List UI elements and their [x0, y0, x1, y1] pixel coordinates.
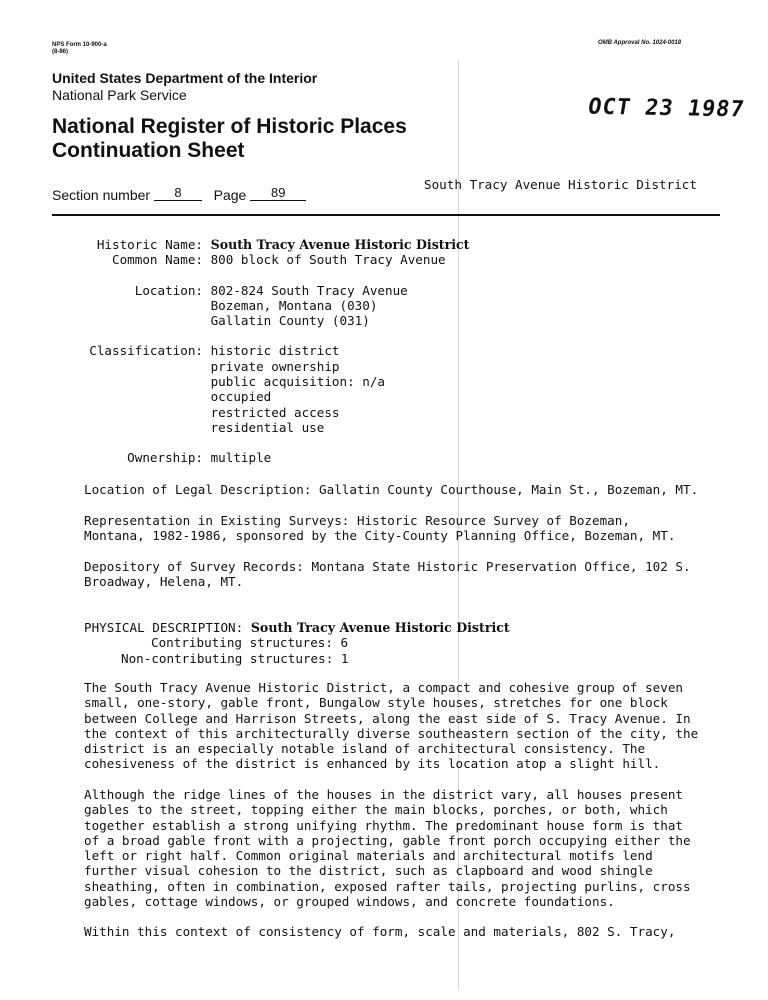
date-stamp: OCT 23 1987 [586, 94, 747, 123]
header-fields [84, 237, 704, 466]
common-name-row: Common Name: 800 block of South Tracy Avenue [112, 252, 446, 268]
title-line-2: Continuation Sheet [52, 139, 245, 162]
noncontributing-count: Non-contributing structures: 1 [121, 650, 349, 666]
agency-block [52, 70, 317, 104]
section-line [52, 186, 306, 203]
physical-description-header [84, 620, 510, 666]
paragraph-1: The South Tracy Avenue Historic District, a compact and cohesive group of seven small, one-story, gable front, Bungalow style houses, stretches for one block between College and Harrison Streets, along the east side of S. Tracy Avenue. In the context of this architecturally diverse southeastern section of the city, the district is an especially notable island of architectural consistency. The cohesiveness of the district is enhanced by its location atop a slight hill. [84, 680, 699, 772]
title-line-1: National Register of Historic Places [52, 115, 407, 138]
omb-approval: OMB Approval No. 1024-0018 [598, 40, 682, 46]
ownership-value: multiple [210, 450, 272, 466]
historic-name-value: South Tracy Avenue Historic District [210, 237, 470, 252]
classification-lines: historic district private ownership public acquisition: n/a occupied restricted access residential use [210, 343, 385, 435]
page-label: Page [213, 187, 247, 203]
page-title [52, 115, 407, 163]
department-name: United States Department of the Interior [52, 70, 318, 86]
physical-description-value: South Tracy Avenue Historic District [250, 620, 510, 635]
section-number-label: Section number [52, 187, 151, 203]
service-name: National Park Service [52, 87, 187, 103]
classification-row: Classification: historic district private ownership public acquisition: n/a occupied restricted access residential use [89, 343, 385, 435]
district-header: South Tracy Avenue Historic District [424, 177, 697, 192]
page-number-value: 89 [250, 186, 306, 201]
paragraph-2: Although the ridge lines of the houses in the district vary, all houses present gables to the street, topping either the main blocks, porches, or both, which together establish a strong unifying rhythm. The predominant house form is that of a broad gable front with a projecting, gable front porch occupying either the left or right half. Common original materials and architectural motifs lend further visual cohesion to the district, such as clapboard and wood shingle sheathing, often in combination, exposed rafter tails, projecting purlins, cross gables, cottage windows, or grouped windows, and concrete foundations. [84, 787, 691, 910]
legal-description: Location of Legal Description: Gallatin County Courthouse, Main St., Bozeman, MT. [84, 482, 699, 497]
physical-description-label: PHYSICAL DESCRIPTION: [84, 620, 244, 635]
location-lines: 802-824 South Tracy Avenue Bozeman, Montana (030) Gallatin County (031) [210, 282, 408, 329]
location-row: Location: 802-824 South Tracy Avenue Bozeman, Montana (030) Gallatin County (031) [134, 282, 408, 329]
survey-depository: Depository of Survey Records: Montana State Historic Preservation Office, 102 S. Broadway, Helena, MT. [84, 559, 691, 590]
common-name-value: 800 block of South Tracy Avenue [210, 252, 446, 268]
historic-name-row: Historic Name: South Tracy Avenue Historic District [96, 237, 470, 252]
existing-surveys: Representation in Existing Surveys: Historic Resource Survey of Bozeman, Montana, 1982-1986, sponsored by the City-County Planning Office, Bozeman, MT. [84, 513, 676, 544]
contributing-count: Contributing structures: 6 [151, 635, 349, 651]
ownership-row: Ownership: multiple [127, 450, 272, 466]
header-rule [52, 214, 720, 216]
paragraph-3: Within this context of consistency of form, scale and materials, 802 S. Tracy, [84, 924, 676, 939]
form-number: NPS Form 10-900-a (8-86) [52, 42, 107, 55]
section-number-value: 8 [154, 186, 202, 201]
